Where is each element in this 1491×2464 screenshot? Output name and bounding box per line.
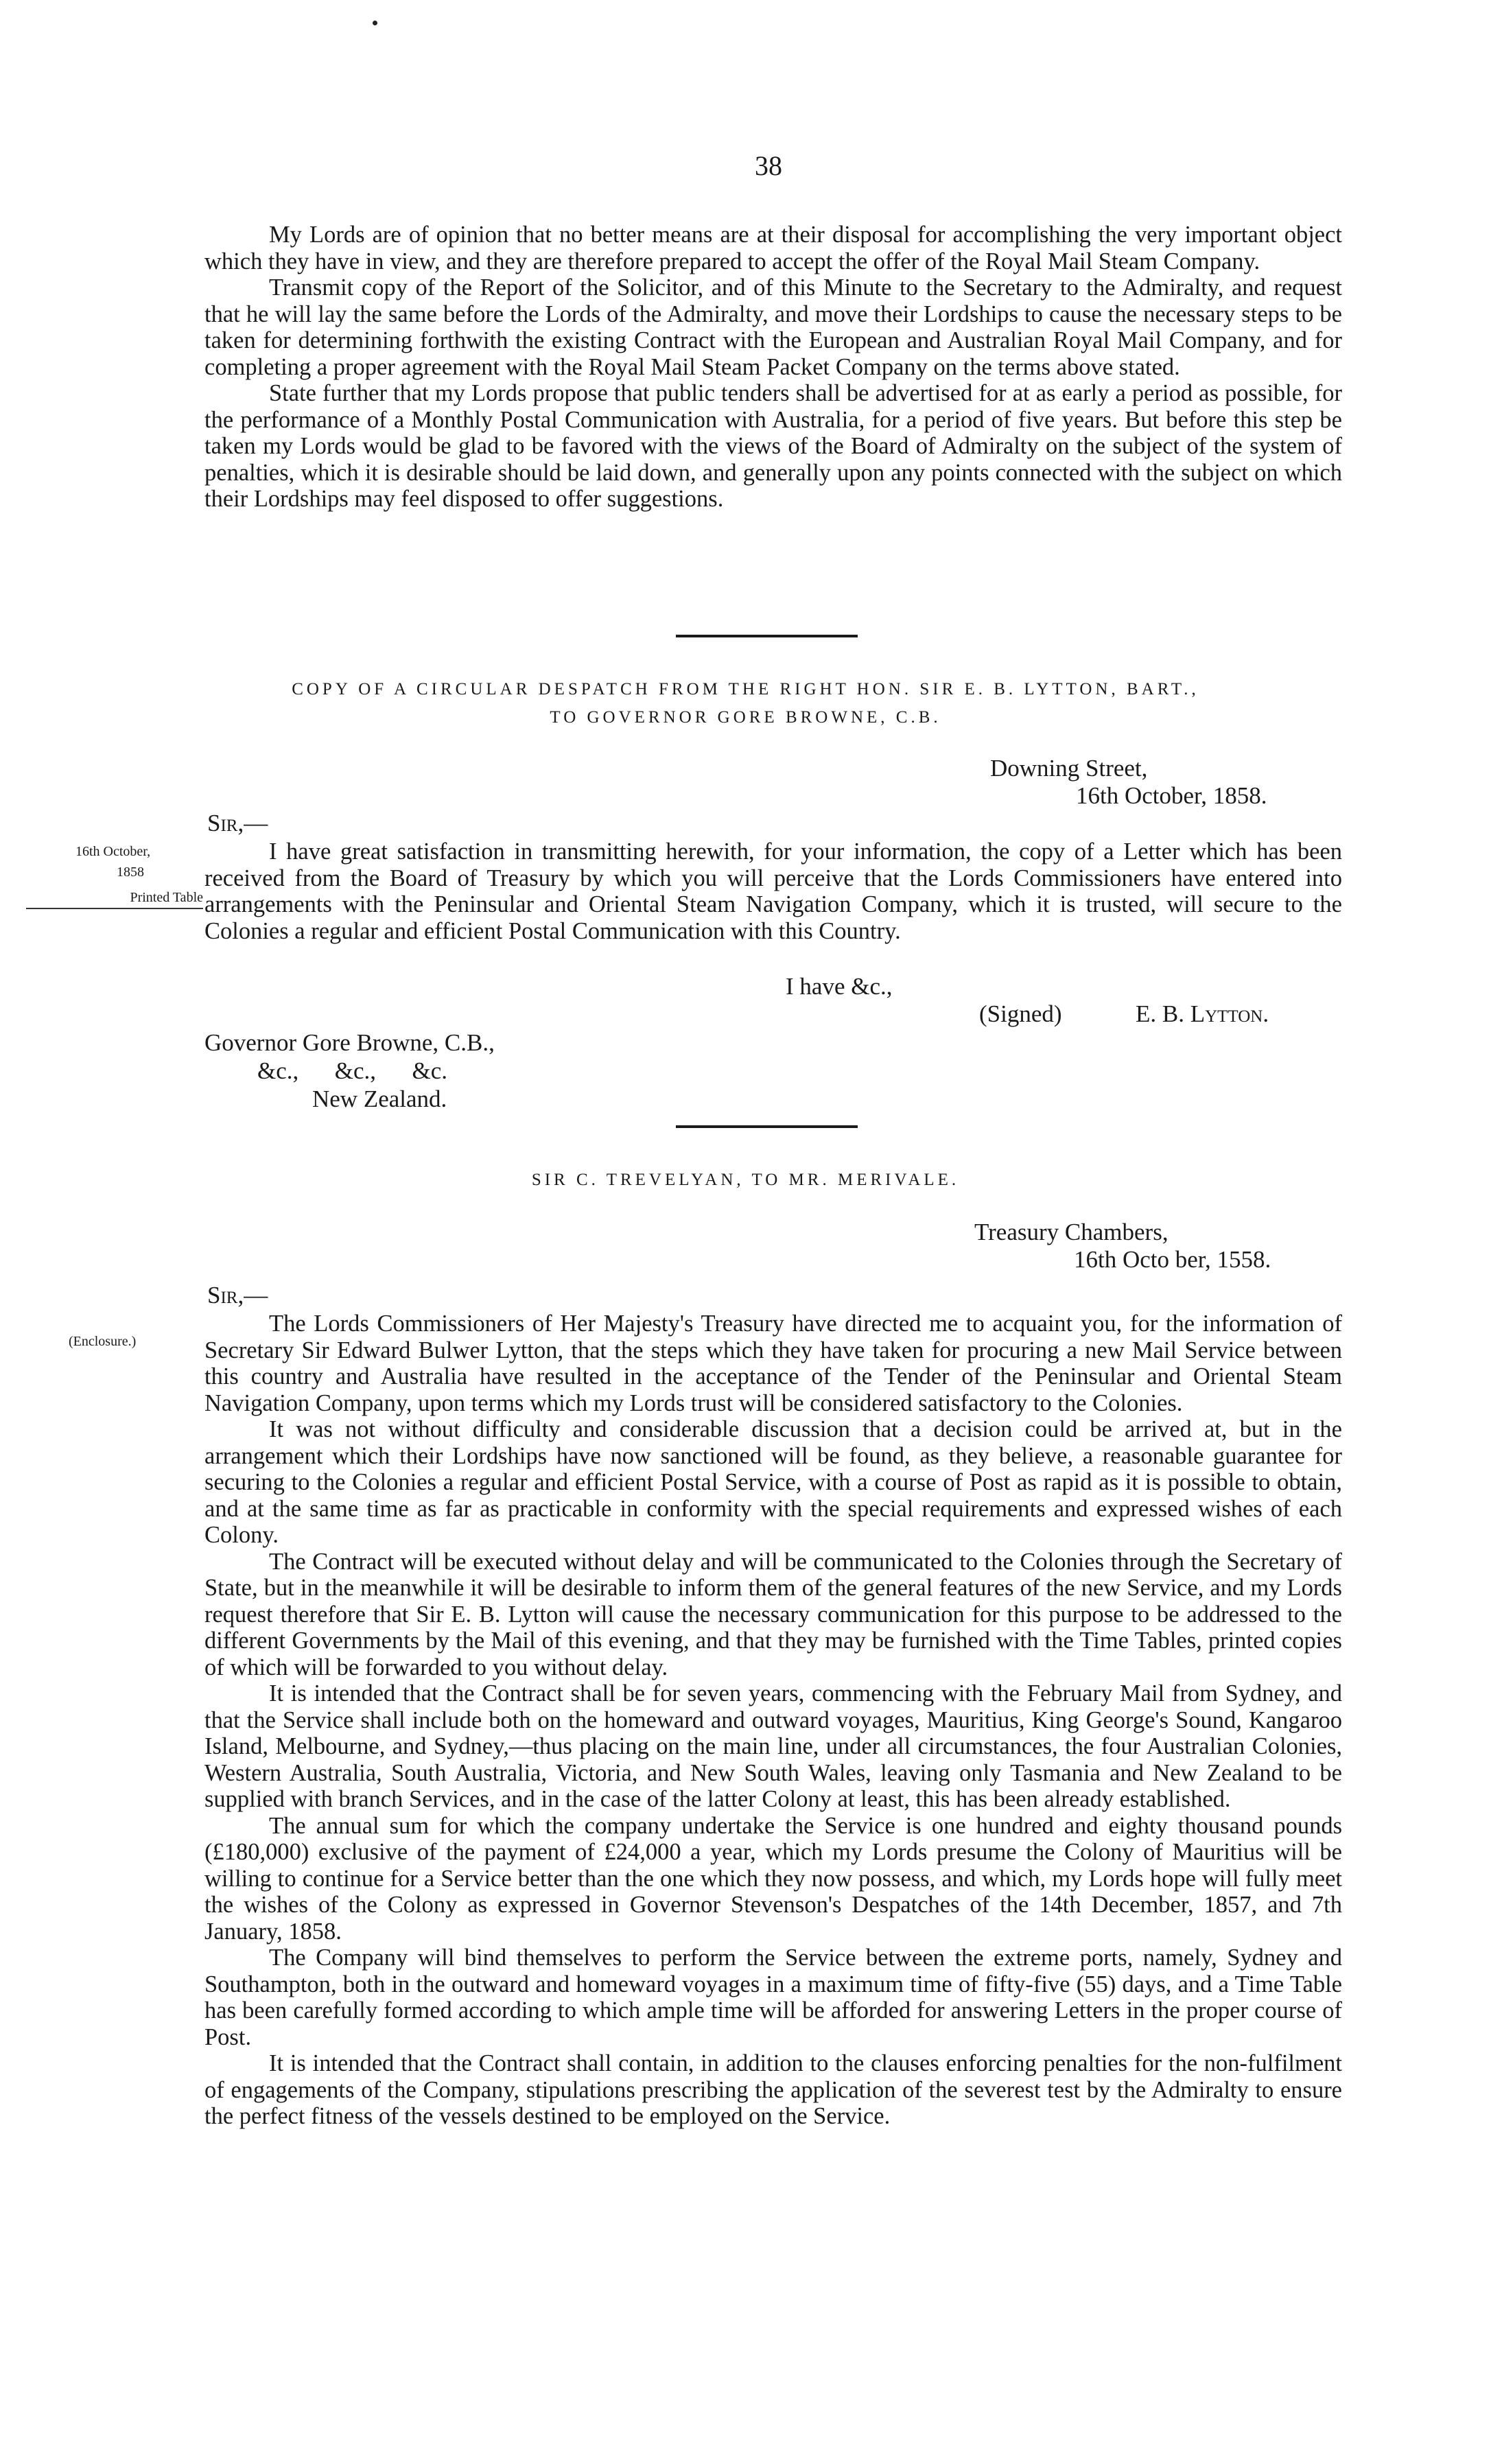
circular-margin-note-year: 1858	[117, 865, 144, 880]
enclosure-paragraph: It was not without difficulty and considerable discussion that a decision could be arrived at, but in the arrangement which their Lordships have now sanctioned will be found, as they believe, a reasonable guarantee for securing to the Colonies a regular and efficient Postal Service, with a course of Post as rapid as it is possible to obtain, and at the same time as far as practicable in conformity with the special requirements and expressed wishes of each Colony.	[204, 1416, 1342, 1548]
circular-closing: I have &c.,	[786, 973, 893, 1000]
circular-place: Downing Street,	[990, 755, 1148, 782]
page-number: 38	[755, 150, 782, 181]
enclosure-paragraph: The Contract will be executed without delay and will be communicated to the Colonies through the Secretary of State, but in the meanwhile it will be desirable to inform them of the general features of the new Service, and my Lords request therefore that Sir E. B. Lytton will cause the necessary communication for this purpose to be addressed to the different Governments by the Mail of this evening, and that they may be furnished with the Time Tables, printed copies of which will be forwarded to you without delay.	[204, 1548, 1342, 1680]
enclosure-date: 16th Octo ber, 1558.	[1074, 1246, 1271, 1273]
addressee-line2: &c., &c., &c.	[257, 1057, 448, 1084]
enclosure-body	[204, 1311, 1342, 2130]
enclosure-paragraph: The annual sum for which the company undertake the Service is one hundred and eighty thousand pounds (£180,000) exclusive of the payment of £24,000 a year, which my Lords presume the Colony of Mauritius will be willing to continue for a Service better than the one which they now possess, and which, my Lords hope will fully meet the wishes of the Colony as expressed in Governor Stevenson's Despatches of the 14th December, 1857, and 7th January, 1858.	[204, 1812, 1342, 1945]
circular-body-block	[204, 838, 1342, 944]
enclosure-margin-note: (Enclosure.)	[69, 1334, 137, 1349]
circular-body: I have great satisfaction in transmitting herewith, for your information, the copy of a Letter which has been received from the Board of Treasury by which you will perceive that the Lords Commissioners have entered into arrangements with the Peninsular and Oriental Steam Navigation Company, which it is trusted, will secure to the Colonies a regular and efficient Postal Communication with this Country.	[204, 838, 1342, 944]
enclosure-place: Treasury Chambers,	[974, 1219, 1169, 1245]
circular-heading-line2: TO GOVERNOR GORE BROWNE, C.B.	[550, 708, 941, 727]
minute-paragraph: State further that my Lords propose that public tenders shall be advertised for at as early a period as possible, for the performance of a Monthly Postal Communication with Australia, for a period of five years. But before this step be taken my Lords would be glad to be favored with the views of the Board of Admiralty on the subject of the system of penalties, which it is desirable should be laid down, and generally upon any points connected with the subject on which their Lordships may feel disposed to offer suggestions.	[204, 380, 1342, 512]
circular-margin-note-date: 16th October,	[75, 844, 151, 859]
section-divider	[676, 1125, 858, 1128]
circular-signature: E. B. Lytton.	[1136, 1000, 1269, 1027]
enclosure-heading: SIR C. TREVELYAN, TO MR. MERIVALE.	[531, 1171, 960, 1189]
circular-heading-line1: COPY OF A CIRCULAR DESPATCH FROM THE RIGHT HON. SIR E. B. LYTTON, BART.,	[292, 680, 1199, 699]
enclosure-paragraph: It is intended that the Contract shall contain, in addition to the clauses enforcing penalties for the non-fulfilment of engagements of the Company, stipulations prescribing the application of the severest test by the Admiralty to ensure the perfect fitness of the vessels destined to be employed on the Service.	[204, 2050, 1342, 2129]
enclosure-salutation: Sir,—	[207, 1282, 268, 1309]
enclosure-paragraph: The Company will bind themselves to perform the Service between the extreme ports, namely, Sydney and Southampton, both in the outward and homeward voyages in a maximum time of fifty-five (55) days, and a Time Table has been carefully formed according to which ample time will be afforded for answering Letters in the proper course of Post.	[204, 1945, 1342, 2050]
circular-date: 16th October, 1858.	[1076, 782, 1267, 809]
minute-section	[204, 222, 1342, 513]
circular-margin-note-table: Printed Table	[26, 887, 203, 909]
enclosure-paragraph: The Lords Commissioners of Her Majesty's Treasury have directed me to acquaint you, for the information of Secretary Sir Edward Bulwer Lytton, that the steps which they have taken for procuring a new Mail Service between this country and Australia have resulted in the acceptance of the Tender of the Peninsular and Oriental Steam Navigation Company, upon terms which my Lords trust will be considered satisfactory to the Colonies.	[204, 1311, 1342, 1416]
enclosure-paragraph: It is intended that the Contract shall be for seven years, commencing with the February Mail from Sydney, and that the Service shall include both on the homeward and outward voyages, Mauritius, King George's Sound, Kangaroo Island, Melbourne, and Sydney,—thus placing on the main line, under all circumstances, the four Australian Colonies, Western Australia, South Australia, Victoria, and New South Wales, leaving only Tasmania and New Zealand to be supplied with branch Services, and in the case of the latter Colony at least, this has been already established.	[204, 1680, 1342, 1812]
addressee-line1: Governor Gore Browne, C.B.,	[204, 1029, 495, 1056]
signed-label: (Signed)	[979, 1000, 1062, 1027]
printer-mark	[373, 21, 377, 25]
minute-paragraph: My Lords are of opinion that no better means are at their disposal for accomplishing the very important object which they have in view, and they are therefore prepared to accept the offer of the Royal Mail Steam Company.	[204, 222, 1342, 274]
minute-paragraph: Transmit copy of the Report of the Solicitor, and of this Minute to the Secretary to the Admiralty, and request that he will lay the same before the Lords of the Admiralty, and move their Lordships to cause the necessary steps to be taken for determining forthwith the existing Contract with the European and Australian Royal Mail Company, and for completing a proper agreement with the Royal Mail Steam Packet Company on the terms above stated.	[204, 274, 1342, 380]
addressee-line3: New Zealand.	[312, 1086, 447, 1112]
circular-salutation: Sir,—	[207, 810, 268, 836]
section-divider	[676, 635, 858, 637]
